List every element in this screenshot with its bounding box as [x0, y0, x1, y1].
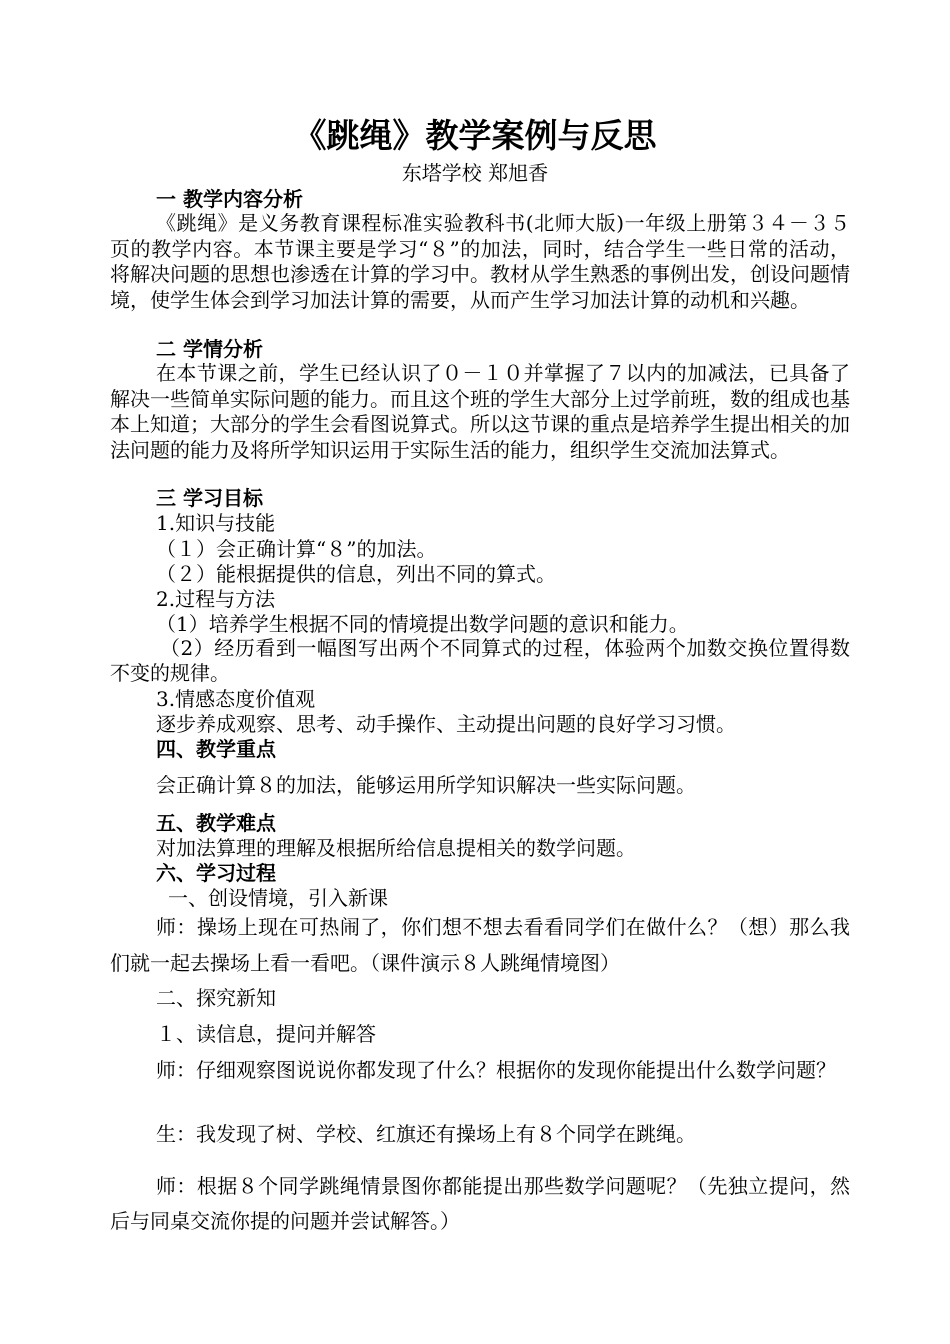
list-item: （１）会正确计算“８”的加法。 — [156, 537, 437, 561]
paragraph: 师：根据８个同学跳绳情景图你都能提出那些数学问题呢？（先独立提问，然后与同桌交流你提的问题并尝试解答。） — [110, 1174, 850, 1233]
list-item: （1）培养学生根据不同的情境提出数学问题的意识和能力。 — [156, 612, 689, 636]
doc-author: 东塔学校 郑旭香 — [401, 161, 549, 185]
subsection-title: 3.情感态度价值观 — [156, 687, 316, 711]
doc-title: 《跳绳》教学案例与反思 — [293, 116, 657, 155]
paragraph: 《跳绳》是义务教育课程标准实验教科书(北师大版)一年级上册第３４－３５页的教学内容。本节课主要是学习“８”的加法，同时，结合学生一些日常的活动，将解决问题的思想也渗透在计算的学习中。教材从学生熟悉的事例出发，创设问题情境，使学生体会到学习加法计算的需要，从而产生学习加法计算的动机和兴趣。 — [110, 211, 850, 312]
section-heading: 一 教学内容分析 — [156, 187, 303, 211]
section-heading: 四、教学重点 — [156, 737, 276, 761]
section-heading: 二 学情分析 — [156, 337, 263, 361]
step-title: 一、创设情境，引入新课 — [168, 886, 388, 910]
section-heading: 五、教学难点 — [156, 811, 276, 835]
step-subtitle: １、读信息，提问并解答 — [156, 1022, 376, 1046]
subsection-title: 2.过程与方法 — [156, 587, 276, 611]
subsection-title: 1.知识与技能 — [156, 511, 276, 535]
paragraph: 生：我发现了树、学校、红旗还有操场上有８个同学在跳绳。 — [156, 1122, 696, 1146]
paragraph: 对加法算理的理解及根据所给信息提相关的数学问题。 — [156, 836, 636, 860]
section-heading: 六、学习过程 — [156, 861, 276, 885]
list-item: （2）经历看到一幅图写出两个不同算式的过程，体验两个加数交换位置得数不变的规律。 — [110, 636, 850, 685]
paragraph: 师：操场上现在可热闹了，你们想不想去看看同学们在做什么？（想）那么我们就一起去操场上看一看吧。（课件演示８人跳绳情境图） — [110, 915, 850, 975]
paragraph: 师：仔细观察图说说你都发现了什么？根据你的发现你能提出什么数学问题？ — [156, 1058, 836, 1082]
section-heading: 三 学习目标 — [156, 486, 263, 510]
list-item: （２）能根据提供的信息，列出不同的算式。 — [156, 562, 556, 586]
step-title: 二、探究新知 — [156, 986, 276, 1010]
paragraph: 在本节课之前，学生已经认识了０－１０并掌握了７以内的加减法，已具备了解决一些简单实际问题的能力。而且这个班的学生大部分上过学前班，数的组成也基本上知道；大部分的学生会看图说算式。所以这节课的重点是培养学生提出相关的加法问题的能力及将所学知识运用于实际生活的能力，组织学生交流加法算式。 — [110, 361, 850, 462]
paragraph: 会正确计算８的加法，能够运用所学知识解决一些实际问题。 — [156, 773, 696, 797]
paragraph: 逐步养成观察、思考、动手操作、主动提出问题的良好学习习惯。 — [156, 712, 736, 736]
